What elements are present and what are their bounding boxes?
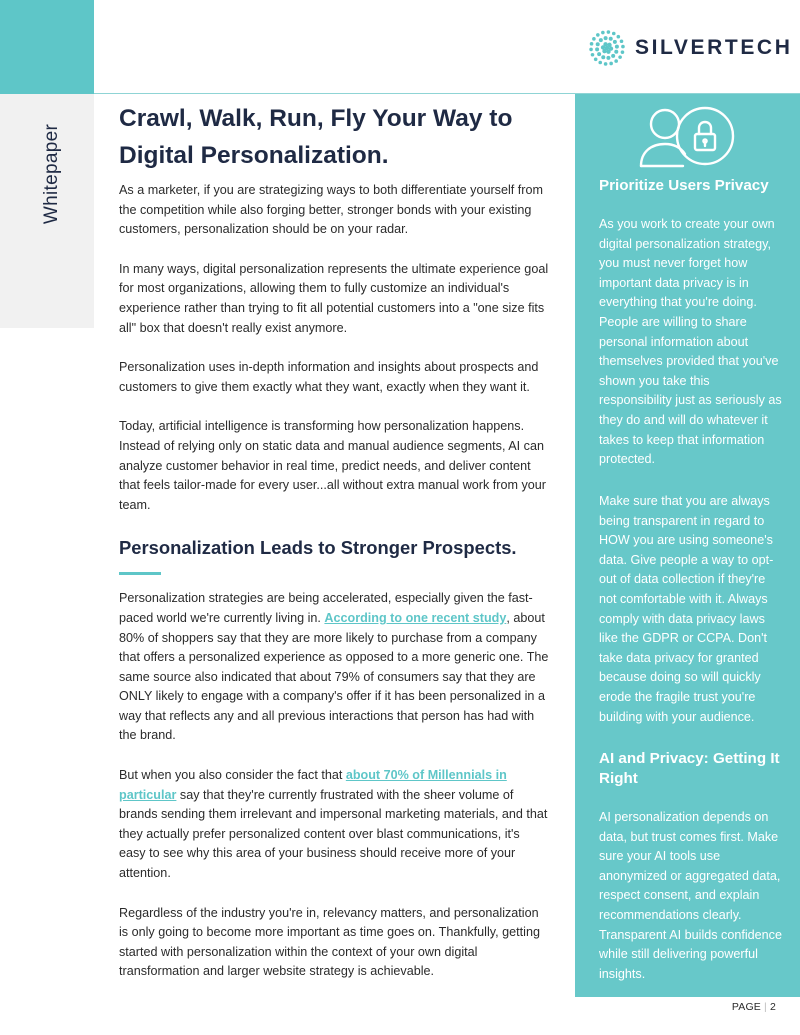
- paragraph: Today, artificial intelligence is transforming how personalization happens. Instead of relying only on static data and manual audience segments, AI can analyze customer behavior in real time, predict needs, and deliver content that feels tailor-made for every user...all without extra manual work from your team.: [119, 419, 546, 512]
- study-link[interactable]: According to one recent study: [324, 610, 507, 625]
- paragraph-text: , about 80% of shoppers say that they are more likely to purchase from a company that offers a personalized experience as opposed to a more generic one. The same source also indicated that about 79% of consumers say that they are ONLY likely to engage with a company's offer if it has been personalized in a way that reflects any and all previous interactions that person has had with the brand.: [119, 610, 549, 743]
- sidebar-paragraph: Make sure that you are always being transparent in regard to HOW you are using someone's data. Give people a way to opt-out of data collection if they're not comfortable with it. Always comply with data privacy laws like the GDPR or CCPA. Don't take data privacy for granted because doing so will quickly erode the fragile trust you're building with your audience.: [599, 494, 774, 724]
- paragraph: In many ways, digital personalization represents the ultimate experience goal for most organizations, allowing them to fully customize an individual's experience rather than trying to fit all potential customers into a "one size fits all" box that doesn't really exist anymore.: [119, 261, 549, 335]
- corner-accent-block: [0, 0, 94, 94]
- main-content: [119, 100, 549, 1002]
- page-label: PAGE: [731, 1001, 762, 1013]
- sidebar-paragraph: AI personalization depends on data, but trust comes first. Make sure your AI tools use anonymized or aggregated data, respect consent, and explain recommendations clearly. Transparent AI builds confidence while still delivering powerful insights.: [599, 810, 782, 981]
- logo-wordmark: SILVERTECH: [635, 36, 793, 59]
- privacy-sidebar: [575, 94, 800, 997]
- paragraph: Personalization uses in-depth information and insights about prospects and customers to give them exactly what they want, exactly when they want it.: [119, 360, 539, 394]
- page-title: Crawl, Walk, Run, Fly Your Way to Digital Personalization.: [119, 105, 513, 169]
- page-number: [732, 1001, 776, 1013]
- paragraph-text: say that they're currently frustrated with the sheer volume of brands sending them irrelevant and impersonal marketing materials, and that they actually prefer personalized content over blast communications, it's easy to see why this area of your business should receive more of your attention.: [119, 787, 548, 881]
- paragraph-text: But when you also consider the fact that: [119, 768, 346, 783]
- heading-accent-rule: [119, 572, 161, 575]
- paragraph: As a marketer, if you are strategizing ways to both differentiate yourself from the competition while also forging better, stronger bonds with your existing customers, personalization should be on your radar.: [119, 183, 543, 237]
- sidebar-heading: AI and Privacy: Getting It Right: [599, 750, 780, 787]
- paragraph-text: Personalization strategies are being accelerated, especially given the fast-paced world we're currently living in.: [119, 591, 533, 625]
- paragraph-with-link: [119, 766, 549, 884]
- sidebar-heading: Prioritize Users Privacy: [599, 177, 769, 194]
- section-heading: Personalization Leads to Stronger Prospects.: [119, 537, 517, 559]
- millennials-link[interactable]: about 70% of Millennials in particular: [119, 768, 507, 802]
- paragraph: Regardless of the industry you're in, relevancy matters, and personalization is only going to become more important as time goes on. Thankfully, getting started with personalization within the context of your own digital transformation and larger website strategy is achievable.: [119, 905, 540, 979]
- page-number-value: 2: [769, 1001, 776, 1013]
- paragraph-with-link: [119, 589, 549, 746]
- dotted-circle-logo-icon: [587, 28, 627, 68]
- document-type-label: Whitepaper: [41, 123, 62, 225]
- user-lock-icon: [639, 102, 737, 177]
- sidebar-paragraph: As you work to create your own digital personalization strategy, you must never forget how important data privacy is in everything that you're doing. People are willing to share personal information about themselves provided that you've shown you take this responsibility just as seriously as they do and will do whatever it takes to keep that information protected.: [599, 217, 782, 467]
- silvertech-logo[interactable]: [587, 28, 792, 68]
- page-separator: |: [764, 1001, 767, 1013]
